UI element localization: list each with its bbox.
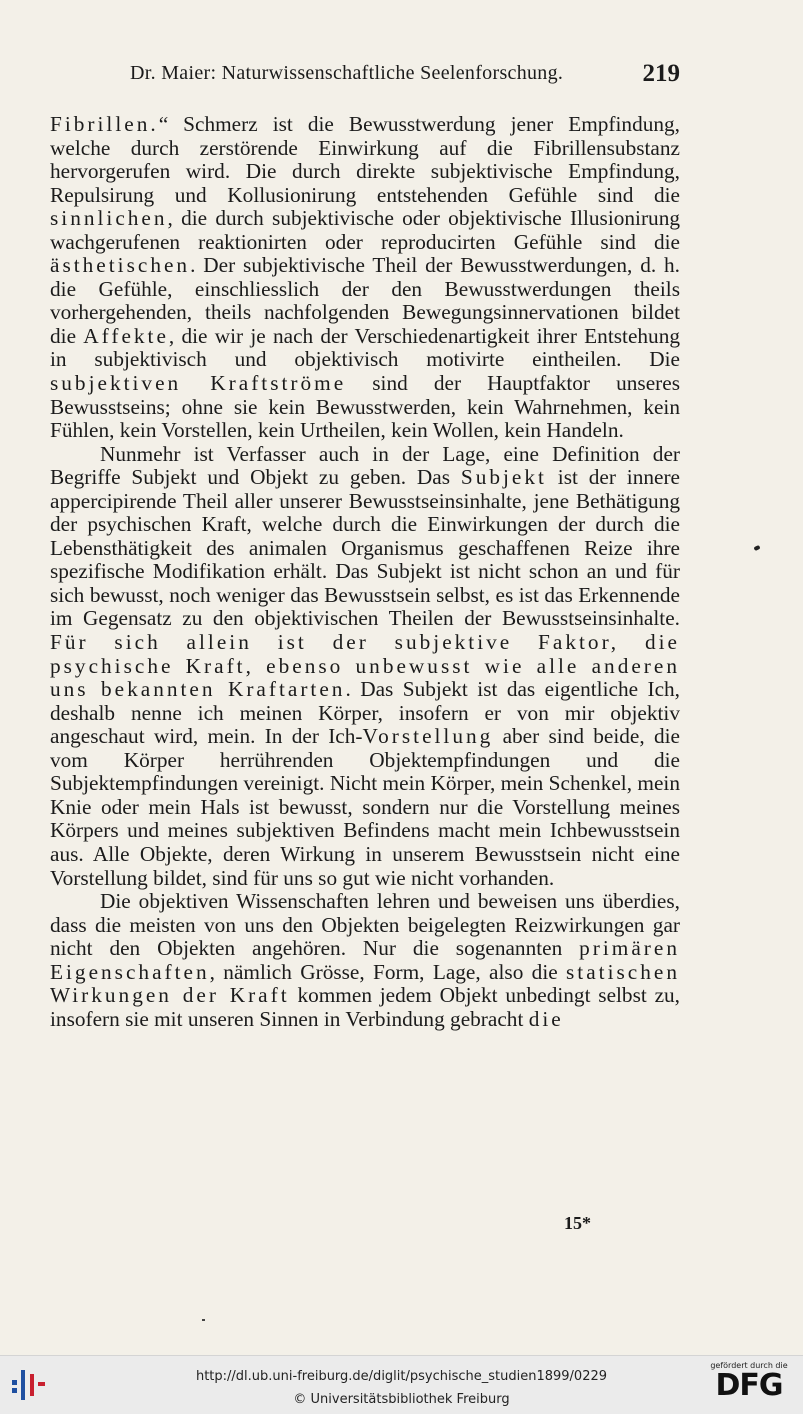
text-run: Nunmehr ist Verfasser auch in der Lage, eine Definition der Begriffe Subjekt und Objekt zu geben. Das [50, 441, 680, 490]
spaced-term: Vorstellung [362, 724, 494, 749]
ink-speck [753, 545, 760, 551]
text-run: Die objektiven Wissenschaften lehren und beweisen uns überdies, dass die meisten von uns den Objekten beigelegten Reizwirkungen gar nicht den Objekten angehören. Nur die sogenannten [50, 889, 680, 961]
text-run: . Der subjektivische Theil der Bewusstwerdungen, d. h. die Gefühle, einschliesslich der den Bewusstwerdungen theils vorhergehenden, theils nachfolgenden Bewegungsinnervationen bildet die [50, 253, 680, 348]
spaced-term: sinnlichen [50, 206, 168, 231]
text-run: kommen jedem Objekt unbedingt selbst zu, insofern sie mit unseren Sinnen in Verbindung gebracht [50, 983, 680, 1031]
page-header [130, 62, 680, 92]
spaced-term: subjektiven Kraftströme [50, 371, 347, 396]
spaced-term: Für sich allein ist der subjektive Faktor, die psychische Kraft, ebenso unbewusst wie alle anderen uns bekannten Kraftarten [50, 630, 680, 702]
spaced-term: die [528, 1006, 564, 1031]
text-run: “ Schmerz ist die Bewusstwerdung jener Empfindung, welche durch zerstörende Einwirkung auf die Fibrillensubstanz hervorgerufen wird. Die durch direkte subjektivische Empfindung, Repulsirung und Kollusionirung entstehenden Gefühle sind die [50, 112, 680, 207]
spaced-term: primären Eigenschaften [50, 936, 680, 984]
dfg-caption: gefördert durch die [710, 1361, 788, 1370]
spaced-term: ästhetischen [50, 253, 191, 278]
dfg-logo [705, 1361, 793, 1402]
viewer-footer [0, 1355, 803, 1414]
text-run: ist der innere appercipirende Theil aller unserer Bewusstseinsinhalte, jene Bethätigung der psychischen Kraft, welche durch die Einwirkungen der durch die Lebensthätigkeit des animalen Organismus geschaffenen Reize ihre spezifische Modifikation erhält. Das Subjekt ist nicht schon an und für sich bewusst, noch weniger das Bewusstsein selbst, es ist das Erkennende im Gegensatz zu den objektivischen Theilen der Bewusstseinsinhalte. [50, 465, 680, 631]
text-run: , die durch subjektivische oder objektivische Illusionirung wachgerufenen reaktionirten oder reproducirten Gefühle sind die [50, 206, 680, 254]
paragraph-1 [50, 113, 680, 443]
ink-speck [202, 1319, 205, 1321]
spaced-term: Fibrillen. [50, 112, 159, 136]
spaced-term: statischen Wirkungen der Kraft [50, 959, 680, 1008]
spaced-term: Subjekt [460, 465, 547, 490]
copyright-notice: © Universitätsbibliothek Freiburg [293, 1392, 510, 1407]
running-head: Dr. Maier: Naturwissenschaftliche Seelenforschung. [130, 62, 564, 84]
paragraph-2 [50, 443, 680, 890]
permalink-link[interactable]: http://dl.ub.uni-freiburg.de/diglit/psychische_studien1899/0229 [195, 1369, 608, 1384]
paragraph-3 [50, 890, 680, 1031]
body-text [50, 113, 680, 1031]
page-number: 219 [642, 60, 680, 87]
text-run: sind der Hauptfaktor unseres Bewusstseins; ohne sie kein Bewusstwerden, kein Wahrnehmen, kein Fühlen, kein Vorstellen, kein Urtheilen, kein Wollen, kein Handeln. [50, 371, 680, 443]
text-run: , die wir je nach der Verschiedenartigkeit ihrer Entstehung in subjektivisch und objektivisch motivirte eintheilen. Die [50, 323, 680, 372]
spaced-term: Affekte [83, 323, 169, 348]
text-run: . Das Subjekt ist das eigentliche Ich, deshalb nenne ich meinen Körper, insofern er von mir objektiv angeschaut wird, mein. In der Ich- [50, 677, 681, 749]
dfg-wordmark: DFG [715, 1368, 783, 1403]
text-run: , nämlich Grösse, Form, Lage, also die [209, 959, 567, 984]
signature-mark: 15* [564, 1213, 591, 1233]
text-run: aber sind beide, die vom Körper herrührenden Objektempfindungen und die Subjektempfindungen vereinigt. Nicht mein Körper, mein Schenkel, mein Knie oder mein Hals ist bewusst, sondern nur die Vorstellung meines Körpers und meines subjektiven Befindens macht mein Ichbewusstsein aus. Alle Objekte, deren Wirkung in unserem Bewusstsein nicht eine Vorstellung bildet, sind für uns so gut wie nicht vorhanden. [50, 724, 681, 890]
